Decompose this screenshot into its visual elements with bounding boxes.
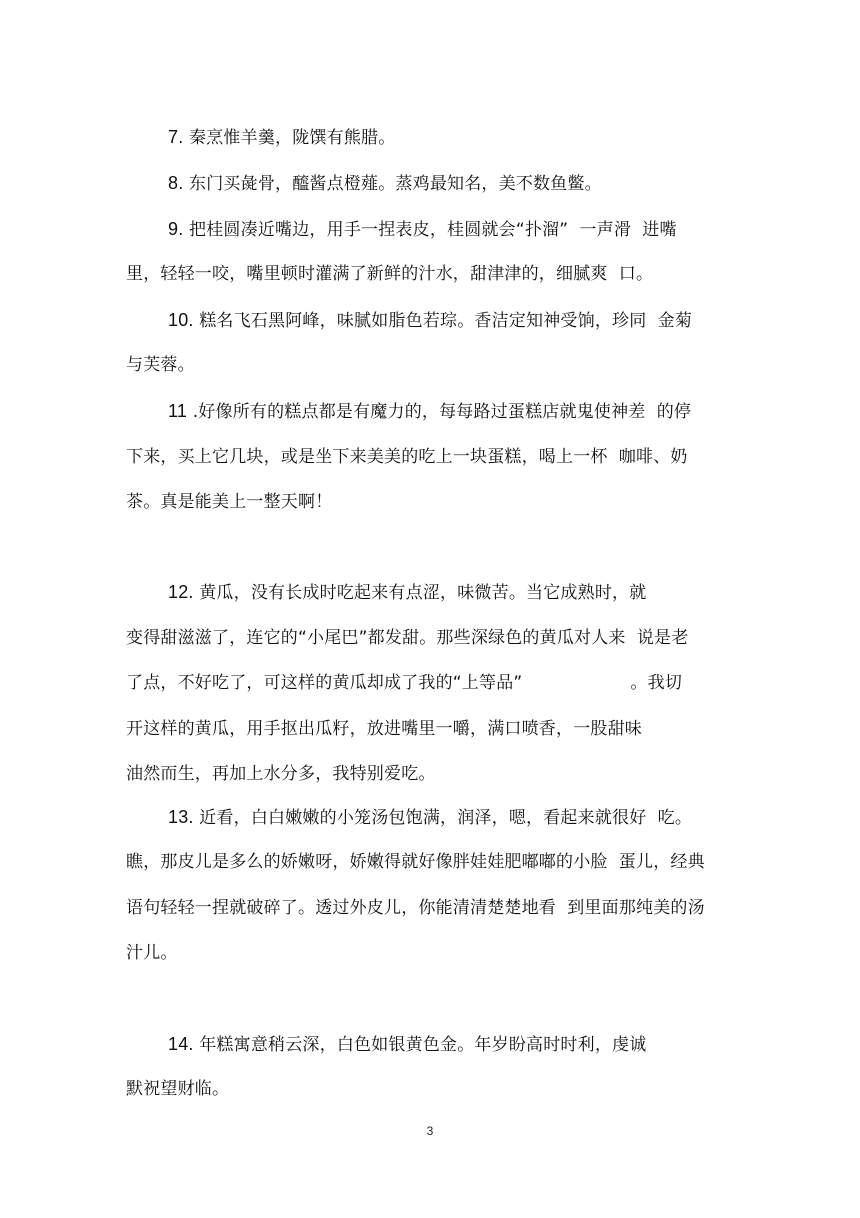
item-text: 年糕寓意稍云深，白色如银黄色金。年岁盼高时时利，虔诚	[199, 1035, 647, 1055]
item-8-line-1	[168, 172, 602, 195]
item-7-line-1	[168, 126, 395, 149]
item-text: 糕名飞石黑阿峰，味腻如脂色若琮。香洁定知神受饷，珍同 金菊	[199, 311, 693, 331]
item-13-line-4: 汁儿。	[126, 943, 178, 963]
item-11-line-3: 茶。真是能美上一整天啊！	[126, 492, 333, 512]
item-13-line-1	[168, 806, 692, 829]
item-text: 了点，不好吃了，可这样的黄瓜却成了我的“上等品”	[126, 673, 523, 693]
item-number: 8.	[168, 173, 184, 193]
item-11-line-2: 下来，买上它几块，或是坐下来美美的吃上一块蛋糕，喝上一杯 咖啡、奶	[126, 447, 688, 467]
item-14-line-2: 默祝望财临。	[126, 1079, 230, 1099]
item-number: 11	[168, 401, 188, 421]
item-9-line-2: 里，轻轻一咬，嘴里顿时灌满了新鲜的汁水，甜津津的，细腻爽 口。	[126, 264, 654, 284]
item-10-line-2: 与芙蓉。	[126, 355, 195, 375]
item-text: 黄瓜，没有长成时吃起来有点涩，味微苦。当它成熟时，就	[199, 583, 647, 603]
item-number: 12.	[168, 582, 194, 602]
item-number: 9.	[168, 219, 184, 239]
item-12-line-5: 油然而生，再加上水分多，我特别爱吃。	[126, 764, 436, 784]
page-number: 3	[426, 1124, 434, 1138]
item-12-line-2: 变得甜滋滋了，连它的“小尾巴”都发甜。那些深绿色的黄瓜对人来 说是老	[126, 628, 689, 648]
item-12-line-3	[126, 672, 682, 694]
item-13-line-3: 语句轻轻一捏就破碎了。透过外皮儿，你能清清楚楚地看 到里面那纯美的汤	[126, 898, 705, 918]
item-number: 10.	[168, 310, 194, 330]
item-number: 13.	[168, 807, 194, 827]
item-9-line-1	[168, 218, 677, 241]
item-12-line-4: 开这样的黄瓜，用手抠出瓜籽，放进嘴里一嚼，满口喷香，一股甜味	[126, 719, 642, 739]
item-11-line-1	[168, 400, 691, 423]
item-text: 近看，白白嫩嫩的小笼汤包饱满，润泽，嗯，看起来就很好 吃。	[199, 808, 693, 828]
item-14-line-1	[168, 1033, 646, 1056]
item-text: 。我切	[630, 673, 683, 693]
item-text: 秦烹惟羊羹，陇馔有熊腊。	[189, 128, 396, 148]
item-13-line-2: 瞧，那皮儿是多么的娇嫩呀，娇嫩得就好像胖娃娃肥嘟嘟的小脸 蛋儿，经典	[126, 852, 705, 872]
item-text: .好像所有的糕点都是有魔力的，每每路过蛋糕店就鬼使神差 的停	[192, 402, 692, 422]
item-number: 7.	[168, 127, 184, 147]
item-12-line-1	[168, 581, 646, 604]
item-text: 东门买彘骨，醯酱点橙薤。蒸鸡最知名，美不数鱼鳖。	[189, 174, 602, 194]
item-text: 把桂圆凑近嘴边，用手一捏表皮，桂圆就会“扑溜” 一声滑 进嘴	[189, 220, 677, 240]
item-number: 14.	[168, 1034, 194, 1054]
item-10-line-1	[168, 309, 692, 332]
